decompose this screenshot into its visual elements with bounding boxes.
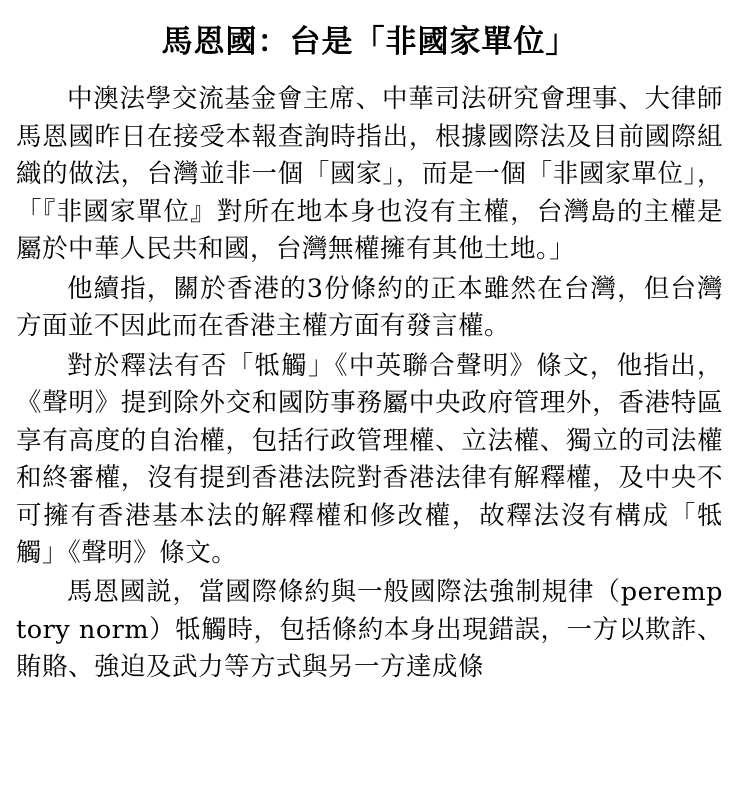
article-body bbox=[16, 81, 723, 687]
page-title: 馬恩國：台是「非國家單位」 bbox=[161, 24, 578, 60]
paragraph: 馬恩國説，當國際條約與一般國際法強制規律（peremptory norm）牴觸時，包括條約本身出現錯誤，一方以欺詐、賄賂、強迫及武力等方式與另一方達成條 bbox=[16, 577, 723, 683]
paragraph: 中澳法學交流基金會主席、中華司法研究會理事、大律師馬恩國昨日在接受本報查詢時指出，根據國際法及目前國際組織的做法，台灣並非一個「國家」，而是一個「非國家單位」，「『非國家單位』對所在地本身也沒有主權，台灣島的主權是屬於中華人民共和國，台灣無權擁有其他土地。」 bbox=[16, 84, 723, 265]
paragraph: 他續指，關於香港的3份條約的正本雖然在台灣，但台灣方面並不因此而在香港主權方面有發言權。 bbox=[16, 273, 723, 342]
paragraph: 對於釋法有否「牴觸」《中英聯合聲明》條文，他指出，《聲明》提到除外交和國防事務屬中央政府管理外，香港特區享有高度的自治權，包括行政管理權、立法權、獨立的司法權和終審權，沒有提到香港法院對香港法律有解釋權，及中央不可擁有香港基本法的解釋權和修改權，故釋法沒有構成「牴觸」《聲明》條文。 bbox=[16, 350, 723, 568]
